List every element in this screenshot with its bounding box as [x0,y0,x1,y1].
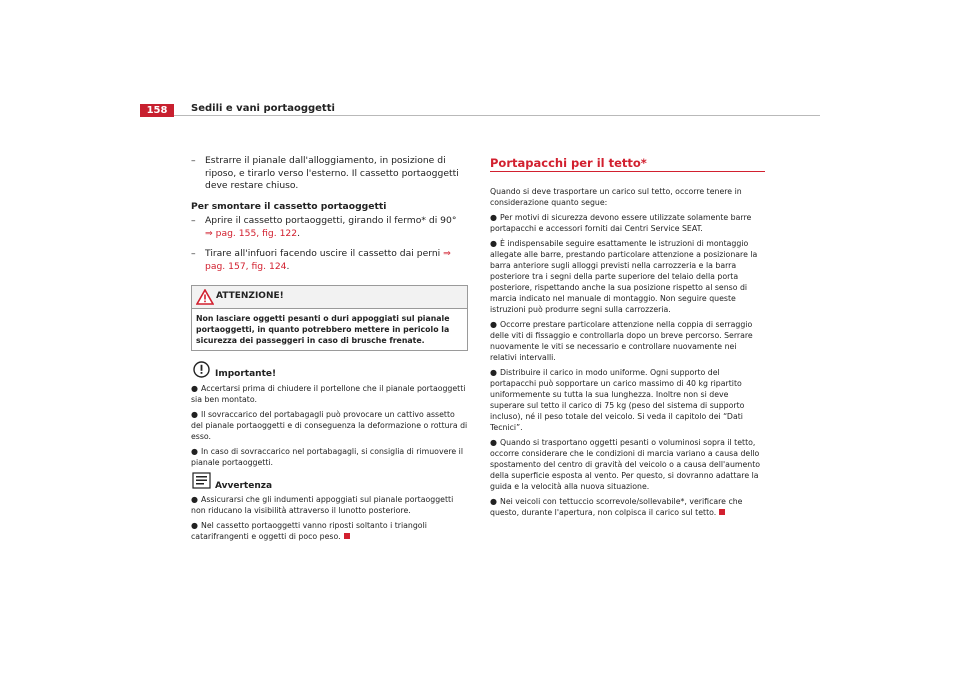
attention-box [191,285,468,351]
section-heading: Per smontare il cassetto portaoggetti [191,200,387,212]
list-item: ● È indispensabile seguire esattamente le istruzioni di montaggio allegate alle barre, prestando particolare attenzione a posizionare la barra anteriore sugli alloggi previsti nella carrozzeria e la barra posteriore tra i segni della parte superiore del telaio della porta posteriore, rispettando anche la sua posizione rispetto al senso di marcia indicato nel manuale di montaggio. Non seguire queste istruzioni può produrre segni sulla carrozzeria. [490,239,758,314]
list-item: ● Distribuire il carico in modo uniforme. Ogni supporto del portapacchi può sopportare un carico massimo di 40 kg ripartito uniformemente su tutta la sua lunghezza. Inoltre non si deve superare sul tetto il carico di 75 kg (peso del sistema di supporto incluso), né il peso totale del veicolo. Si veda il capitolo dei “Dati Tecnici”. [490,368,745,432]
intro-text: Quando si deve trasportare un carico sul tetto, occorre tenere in considerazione quanto segue: [490,187,742,207]
right-column [490,156,765,522]
important-header [191,361,468,383]
step-extract-text: Estrarre il pianale dall'alloggiamento, in posizione di riposo, e tirarlo verso l'esterno. Il cassetto portaoggetti deve restare chiuso. [205,155,459,191]
bullet-icon: ● [490,239,497,248]
end-of-section-mark [719,509,725,515]
bullet-icon: ● [191,495,198,504]
dash: – [191,248,196,259]
attention-header [192,286,467,309]
list-item: ● Nel cassetto portaoggetti vanno riposti soltanto i triangoli catarifrangenti e oggetti di poco peso. [191,521,427,541]
bullet-icon: ● [191,447,198,456]
dash: – [191,215,196,226]
exclamation-icon [192,361,211,378]
section-rule [490,171,765,172]
list-item: ● Accertarsi prima di chiudere il portellone che il pianale portaoggetti sia ben montato. [191,384,466,404]
list-item: ● Il sovraccarico del portabagagli può provocare un cattivo assetto del pianale portaoggetti e di conseguenza la deformazione o rottura di esso. [191,410,468,441]
step-rotate: – Aprire il cassetto portaoggetti, girando il fermo* di 90° ⇒ pag. 155, fig. 122. [191,215,457,239]
dash: – [191,155,196,166]
list-item: ● In caso di sovraccarico nel portabagagli, si consiglia di rimuovere il pianale portaoggetti. [191,447,464,467]
list-item: ● Per motivi di sicurezza devono essere utilizzate solamente barre portapacchi e accessori forniti dai Centri Service SEAT. [490,213,752,233]
bullet-icon: ● [191,410,198,419]
attention-text: Non lasciare oggetti pesanti o duri appoggiati sul pianale portaoggetti, in quanto potrebbero mettere in pericolo la sicurezza dei passeggeri in caso di brusche frenate. [196,314,450,345]
bullet-icon: ● [490,438,497,447]
bullet-icon: ● [490,213,497,222]
page-reference-link[interactable]: ⇒ pag. 157, fig. 124 [205,248,451,272]
list-item: ● Quando si trasportano oggetti pesanti o voluminosi sopra il tetto, occorre considerare che le condizioni di marcia variano a causa dello spostamento del centro di gravità del veicolo o a causa dell'aumento della superficie esposta al vento. Per questo, si dovranno adattare la guida e la velocità alla nuova situazione. [490,438,761,491]
end-of-section-mark [344,533,350,539]
note-icon [192,472,211,489]
bullet-icon: ● [191,384,198,393]
bullet-icon: ● [490,497,497,506]
section-title: Portapacchi per il tetto* [490,156,647,170]
step-pull: – Tirare all'infuori facendo uscire il cassetto dai perni ⇒ pag. 157, fig. 124. [191,248,451,272]
left-column [191,155,468,546]
bullet-icon: ● [490,368,497,377]
important-list [191,383,468,468]
note-header [191,472,468,494]
important-title: Importante! [215,369,277,379]
step-extract [191,155,468,193]
page-reference-link[interactable]: ⇒ pag. 155, fig. 122 [205,227,298,239]
list-item: ● Assicurarsi che gli indumenti appoggiati sul pianale portaoggetti non riducano la visibilità attraverso il lunotto posteriore. [191,495,454,515]
attention-title: ATTENZIONE! [216,291,284,301]
bullet-icon: ● [490,320,497,329]
note-title: Avvertenza [215,481,273,491]
header-rule [140,115,820,116]
page-number: 158 [140,104,174,117]
step-pull-text: Tirare all'infuori facendo uscire il cassetto dai perni [205,248,441,259]
warning-triangle-icon [196,289,214,305]
note-list [191,494,468,542]
chapter-title: Sedili e vani portaoggetti [191,103,335,114]
bullet-icon: ● [191,521,198,530]
list-item: ● Occorre prestare particolare attenzione nella coppia di serraggio delle viti di fissaggio e controllarla dopo un breve percorso. Serrare nuovamente le viti se necessario e controllare nuovamente nei relativi intervalli. [490,320,753,362]
step-rotate-text: Aprire il cassetto portaoggetti, girando il fermo* di 90° [205,215,457,226]
list-item: ● Nei veicoli con tettuccio scorrevole/sollevabile*, verificare che questo, durante l'apertura, non colpisca il carico sul tetto. [490,497,743,517]
